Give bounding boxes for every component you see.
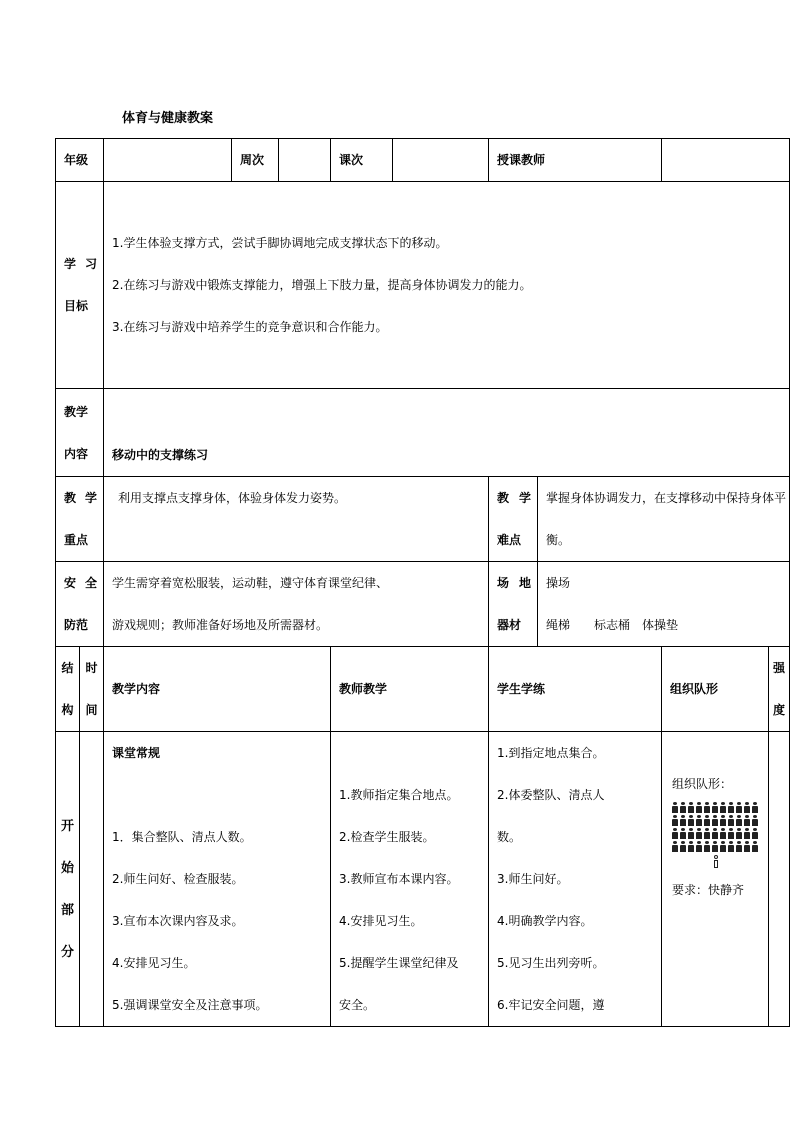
opening-content-spacer (112, 774, 330, 816)
col-teacher-teaching: 教师教学 (331, 647, 489, 732)
student-figure-icon (728, 802, 734, 813)
student-figure-icon (744, 815, 750, 826)
grade-value[interactable] (104, 139, 232, 182)
teacher-label: 授课教师 (489, 139, 662, 182)
student-figure-icon (704, 802, 710, 813)
safety-label-char-2: 全 (84, 576, 97, 590)
opening-student-item: 4.明确教学内容。 (497, 914, 593, 928)
col-structure (56, 647, 80, 732)
keypoints-text: 利用支撑点支撑身体，体验身体发力姿势。 (118, 491, 347, 505)
student-figure-icon (752, 841, 758, 852)
col-time-char-1: 时 (85, 661, 98, 675)
student-figure-icon (736, 841, 742, 852)
opening-intensity[interactable] (769, 732, 790, 1027)
col-intensity (769, 647, 790, 732)
opening-char-3: 部 (60, 903, 74, 918)
keypoints-value (104, 477, 489, 562)
student-figure-icon (688, 841, 694, 852)
lesson-plan-table (55, 138, 790, 1027)
student-figure-icon (696, 815, 702, 826)
grade-label: 年级 (56, 139, 104, 182)
student-figure-icon (688, 828, 694, 839)
col-intensity-char-1: 强 (772, 661, 785, 675)
student-figure-icon (704, 815, 710, 826)
opening-structure (56, 732, 80, 1027)
opening-student-item: 2.体委整队、清点人 (497, 788, 605, 802)
keypoints-label (56, 477, 104, 562)
col-structure-char-1: 结 (61, 661, 74, 675)
difficulty-label-line2: 难点 (497, 533, 522, 547)
student-figure-icon (744, 828, 750, 839)
student-figure-icon (696, 828, 702, 839)
student-figure-icon (736, 802, 742, 813)
venue-label-char-1: 场 (497, 576, 510, 590)
student-figure-icon (696, 802, 702, 813)
opening-row (56, 732, 790, 1027)
student-figure-icon (712, 841, 718, 852)
formation-requirement: 要求：快静齐 (672, 883, 745, 897)
lesson-value[interactable] (393, 139, 489, 182)
safety-value (104, 562, 489, 647)
student-figure-icon (744, 841, 750, 852)
student-figure-icon (680, 828, 686, 839)
student-figure-icon (712, 828, 718, 839)
opening-char-1: 开 (60, 819, 74, 834)
student-figure-icon (712, 815, 718, 826)
objectives-label (56, 182, 104, 389)
student-figure-icon (672, 841, 678, 852)
student-figure-icon (696, 841, 702, 852)
venue-value (538, 562, 790, 647)
opening-char-4: 分 (60, 945, 74, 960)
student-figure-icon (712, 802, 718, 813)
opening-teacher (331, 732, 489, 1027)
student-figure-icon (728, 828, 734, 839)
objectives-list (104, 182, 790, 389)
student-figure-icon (736, 815, 742, 826)
safety-row (56, 562, 790, 647)
week-value[interactable] (279, 139, 331, 182)
student-figure-icon (744, 802, 750, 813)
opening-student-item: 6.牢记安全问题，遵 (497, 998, 605, 1012)
student-figure-icon (736, 828, 742, 839)
student-figure-icon (752, 815, 758, 826)
difficulty-label-char-1: 教 (497, 491, 510, 505)
student-figure-icon (672, 815, 678, 826)
formation-label: 组织队形： (672, 777, 733, 791)
opening-student-item: 数。 (497, 830, 522, 844)
opening-content-item: 2.师生问好、检查服装。 (112, 872, 244, 886)
col-intensity-char-2: 度 (772, 703, 785, 717)
objective-item: 3.在练习与游戏中培养学生的竞争意识和合作能力。 (112, 320, 388, 334)
student-figure-icon (680, 815, 686, 826)
difficulty-value (538, 477, 790, 562)
opening-content-item: 1．集合整队、清点人数。 (112, 830, 252, 844)
venue-label (489, 562, 538, 647)
opening-teacher-item: 3.教师宣布本课内容。 (339, 872, 459, 886)
student-figure-icon (672, 802, 678, 813)
opening-teacher-item: 5.提醒学生课堂纪律及 (339, 956, 459, 970)
opening-student-item: 3.师生问好。 (497, 872, 569, 886)
keypoints-label-char-1: 教 (64, 491, 77, 505)
equipment-text: 绳梯 标志桶 体操垫 (546, 618, 679, 632)
objective-item: 2.在练习与游戏中锻炼支撑能力，增强上下肢力量，提高身体协调发力的能力。 (112, 278, 532, 292)
student-figure-icon (688, 815, 694, 826)
lesson-label: 课次 (331, 139, 393, 182)
student-formation-diagram (672, 802, 768, 853)
teacher-figure-icon (713, 855, 719, 868)
keypoints-row (56, 477, 790, 562)
header-row (56, 139, 790, 182)
safety-label (56, 562, 104, 647)
objectives-label-line2: 目标 (64, 299, 89, 313)
difficulty-label (489, 477, 538, 562)
content-label-line1: 教学 (64, 404, 89, 419)
student-figure-icon (752, 828, 758, 839)
opening-content-item: 5.强调课堂安全及注意事项。 (112, 998, 268, 1012)
student-figure-icon (728, 841, 734, 852)
opening-student (489, 732, 662, 1027)
opening-teacher-item: 1.教师指定集合地点。 (339, 788, 459, 802)
opening-teacher-item: 安全。 (339, 998, 376, 1012)
col-structure-char-2: 构 (61, 703, 74, 717)
student-figure-icon (680, 802, 686, 813)
objective-item: 1.学生体验支撑方式，尝试手脚协调地完成支撑状态下的移动。 (112, 236, 448, 250)
student-figure-icon (720, 841, 726, 852)
opening-student-item: 1.到指定地点集合。 (497, 746, 605, 760)
student-figure-icon (720, 815, 726, 826)
student-figure-icon (688, 802, 694, 813)
venue-label-line2: 器材 (497, 618, 522, 632)
objectives-label-char-2: 习 (84, 257, 97, 271)
opening-content-heading: 课堂常规 (112, 746, 161, 760)
opening-teacher-item: 2.检查学生服装。 (339, 830, 435, 844)
opening-student-item: 5.见习生出列旁听。 (497, 956, 605, 970)
student-figure-icon (720, 802, 726, 813)
objectives-label-char-1: 学 (64, 257, 77, 271)
student-figure-icon (728, 815, 734, 826)
safety-label-line2: 防范 (64, 618, 89, 632)
content-row (56, 389, 790, 477)
content-value (104, 389, 790, 477)
keypoints-label-char-2: 学 (84, 491, 97, 505)
opening-teacher-item: 4.安排见习生。 (339, 914, 423, 928)
venue-text: 操场 (546, 576, 571, 590)
keypoints-label-line2: 重点 (64, 533, 89, 547)
col-time-char-2: 间 (85, 703, 98, 717)
student-figure-icon (752, 802, 758, 813)
teacher-value[interactable] (662, 139, 790, 182)
student-figure-icon (720, 828, 726, 839)
opening-content (104, 732, 331, 1027)
document-title: 体育与健康教案 (122, 111, 214, 126)
opening-formation (662, 732, 769, 1027)
venue-label-char-2: 地 (518, 576, 531, 590)
opening-content-item: 3.宣布本次课内容及求。 (112, 914, 244, 928)
col-formation: 组织队形 (662, 647, 769, 732)
student-figure-icon (672, 828, 678, 839)
week-label: 周次 (232, 139, 279, 182)
col-teaching-content: 教学内容 (104, 647, 331, 732)
difficulty-text-line2: 衡。 (546, 533, 571, 547)
col-student-practice: 学生学练 (489, 647, 662, 732)
difficulty-text-line1: 掌握身体协调发力，在支撑移动中保持身体平 (546, 491, 787, 505)
opening-content-item: 4.安排见习生。 (112, 956, 196, 970)
opening-time[interactable] (80, 732, 104, 1027)
content-value-text: 移动中的支撑练习 (112, 448, 209, 462)
opening-teacher-spacer (339, 732, 488, 774)
content-label-line2: 内容 (64, 446, 89, 461)
difficulty-label-char-2: 学 (518, 491, 531, 505)
safety-text-line1: 学生需穿着宽松服装，运动鞋，遵守体育课堂纪律、 (112, 576, 389, 590)
student-figure-icon (704, 828, 710, 839)
columns-header-row (56, 647, 790, 732)
content-label (56, 389, 104, 477)
objectives-row (56, 182, 790, 389)
student-figure-icon (704, 841, 710, 852)
safety-label-char-1: 安 (64, 576, 77, 590)
safety-text-line2: 游戏规则；教师准备好场地及所需器材。 (112, 618, 329, 632)
opening-char-2: 始 (60, 861, 74, 876)
col-time (80, 647, 104, 732)
student-figure-icon (680, 841, 686, 852)
